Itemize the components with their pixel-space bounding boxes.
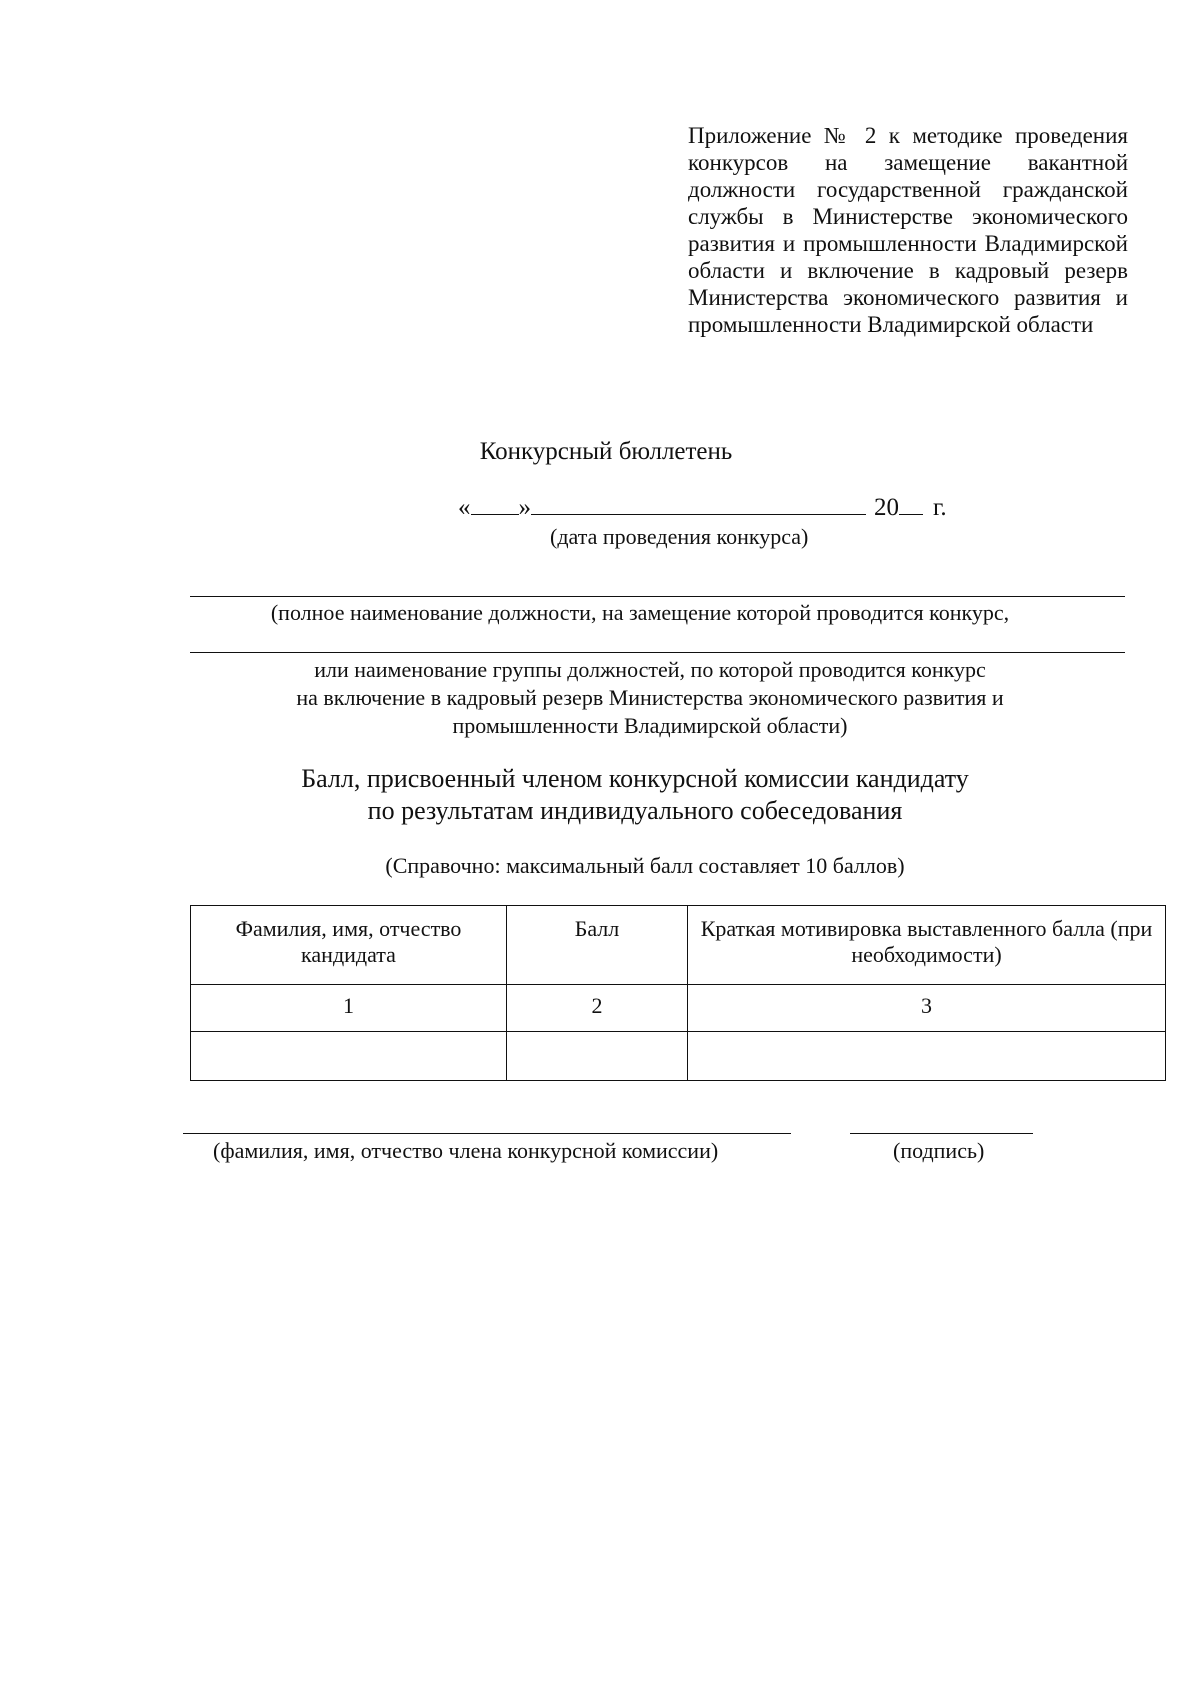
document-title: Конкурсный бюллетень xyxy=(479,438,733,465)
column-number-2: 2 xyxy=(507,985,688,1032)
position-caption-2-line-3: промышленности Владимирской области) xyxy=(452,713,848,738)
table-header-row xyxy=(191,906,1166,985)
column-number-1: 1 xyxy=(191,985,507,1032)
position-fill-line-1 xyxy=(190,596,1125,597)
position-fill-line-2 xyxy=(190,652,1125,653)
year-suffix: г. xyxy=(933,494,947,521)
year-prefix: 20 xyxy=(874,494,899,521)
column-number-3: 3 xyxy=(688,985,1166,1032)
score-heading-line-1: Балл, присвоенный членом конкурсной комиссии кандидату xyxy=(301,764,969,793)
score-heading xyxy=(0,763,1200,827)
position-caption-1: (полное наименование должности, на замещение которой проводится конкурс, xyxy=(270,600,1010,625)
score-table xyxy=(190,905,1166,1081)
motivation-cell[interactable] xyxy=(688,1032,1166,1081)
table-row xyxy=(191,1032,1166,1081)
member-name-caption: (фамилия, имя, отчество члена конкурсной комиссии) xyxy=(213,1138,719,1163)
position-caption-2 xyxy=(0,656,1200,740)
score-heading-line-2: по результатам индивидуального собеседования xyxy=(367,796,903,825)
score-cell[interactable] xyxy=(507,1032,688,1081)
position-caption-2-line-2: на включение в кадровый резерв Министерства экономического развития и xyxy=(296,685,1004,710)
signature-caption: (подпись) xyxy=(893,1138,985,1163)
table-number-row xyxy=(191,985,1166,1032)
header-candidate-name: Фамилия, имя, отчество кандидата xyxy=(191,906,507,985)
appendix-note: Приложение № 2 к методике проведения конкурсов на замещение вакантной должности государственной гражданской службы в Министерстве экономического развития и промышленности Владимирской области и включение в кадровый резерв Министерства экономического развития и промышленности Владимирской области xyxy=(688,123,1128,337)
member-name-line xyxy=(183,1133,791,1134)
signature-line xyxy=(850,1133,1033,1134)
header-motivation: Краткая мотивировка выставленного балла (при необходимости) xyxy=(688,906,1166,985)
open-quote: « xyxy=(458,494,471,521)
date-caption: (дата проведения конкурса) xyxy=(550,524,809,549)
month-blank xyxy=(531,492,866,515)
max-score-note: (Справочно: максимальный балл составляет 10 баллов) xyxy=(385,853,905,878)
date-line xyxy=(458,492,947,522)
close-quote: » xyxy=(518,494,531,521)
day-blank xyxy=(471,492,519,515)
candidate-name-cell[interactable] xyxy=(191,1032,507,1081)
position-caption-2-line-1: или наименование группы должностей, по которой проводится конкурс xyxy=(314,657,986,682)
year-blank xyxy=(899,492,923,515)
header-score: Балл xyxy=(507,906,688,985)
